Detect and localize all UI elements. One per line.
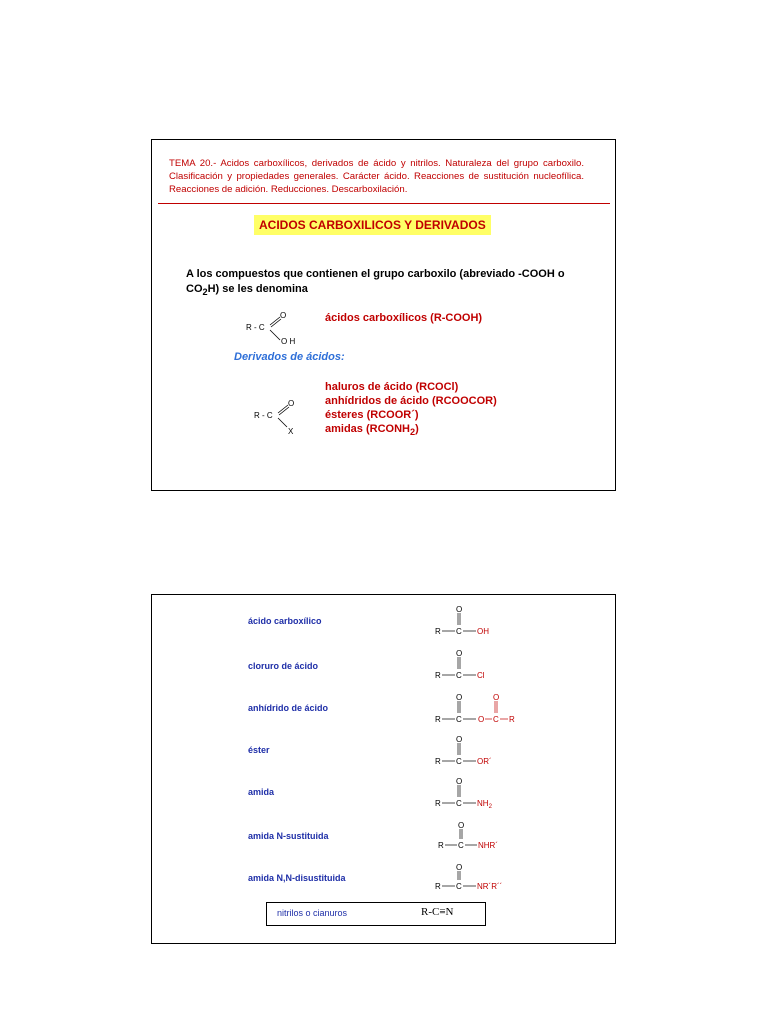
topic-header: TEMA 20.- Acidos carboxílicos, derivados de ácido y nitrilos. Naturaleza del grupo carboxilo. Clasificación y propiedades generales. Carácter ácido. Reacciones de sustitución nucleofílica. Reacciones de adición. Reducciones. Descarboxilación. bbox=[169, 158, 584, 195]
r-symbol: R bbox=[435, 799, 441, 808]
group-nh2 bbox=[477, 799, 493, 810]
c-symbol: C bbox=[456, 671, 462, 680]
nitrile-formula: R-C≡N bbox=[421, 906, 454, 918]
c-symbol: C bbox=[456, 882, 462, 891]
group-cl: Cl bbox=[477, 671, 485, 680]
amides-subscript: 2 bbox=[409, 427, 416, 438]
derivatives-list bbox=[325, 380, 497, 439]
carboxyl-r: R - C bbox=[246, 323, 265, 332]
struct-ester-drawing bbox=[432, 735, 522, 769]
carboxyl-oh: O H bbox=[281, 337, 296, 346]
intro-part2: H) se les denomina bbox=[207, 283, 308, 295]
label-carboxylic-acid: ácido carboxílico bbox=[248, 616, 322, 626]
single-bond-line bbox=[270, 330, 280, 340]
derivatives-title: Derivados de ácidos: bbox=[234, 351, 345, 363]
r-symbol: R bbox=[435, 757, 441, 766]
struct-nn-disubstituted-amide bbox=[432, 863, 532, 902]
struct-ester bbox=[432, 735, 522, 774]
label-ester: éster bbox=[248, 745, 270, 755]
struct-amide-drawing bbox=[432, 777, 522, 811]
derivative-structure-drawing bbox=[252, 396, 312, 436]
derivative-structure bbox=[252, 396, 312, 436]
struct-n-substituted-amide-drawing bbox=[432, 821, 522, 855]
amides-close: ) bbox=[415, 423, 419, 435]
derivative-x: X bbox=[288, 427, 294, 436]
group-nh2-subscript: 2 bbox=[488, 804, 492, 810]
deriv-single-bond-line bbox=[278, 418, 287, 427]
label-acid-chloride: cloruro de ácido bbox=[248, 661, 319, 671]
bridge-o-symbol: O bbox=[478, 715, 485, 724]
struct-carboxylic-acid bbox=[432, 605, 522, 644]
struct-acid-chloride-drawing bbox=[432, 649, 522, 683]
o-symbol: O bbox=[458, 821, 465, 830]
group-oh: OH bbox=[477, 627, 489, 636]
struct-amide bbox=[432, 777, 522, 816]
struct-acid-anhydride bbox=[432, 693, 542, 732]
c-symbol: C bbox=[456, 799, 462, 808]
carboxyl-structure bbox=[244, 308, 304, 348]
group-nrr: NR´R´´ bbox=[477, 882, 503, 891]
c-symbol: C bbox=[456, 715, 462, 724]
intro-subscript: 2 bbox=[202, 287, 208, 298]
carboxyl-o-top: O bbox=[280, 311, 287, 320]
struct-nn-disubstituted-amide-drawing bbox=[432, 863, 532, 897]
nitrile-label: nitrilos o cianuros bbox=[277, 908, 348, 918]
derivative-esters: ésteres (RCOOR´) bbox=[325, 409, 419, 421]
o-symbol: O bbox=[456, 863, 463, 872]
label-n-substituted-amide: amida N-sustituida bbox=[248, 831, 329, 841]
struct-acid-anhydride-drawing bbox=[432, 693, 542, 727]
amides-text: amidas (RCONH bbox=[325, 423, 410, 435]
nitrile-box bbox=[266, 902, 486, 926]
header-divider bbox=[158, 203, 610, 204]
derivative-anhydrides: anhídridos de ácido (RCOOCOR) bbox=[325, 395, 497, 407]
derivative-amides bbox=[325, 422, 497, 439]
label-amide: amida bbox=[248, 787, 275, 797]
c2-symbol: C bbox=[493, 715, 499, 724]
c-symbol: C bbox=[456, 757, 462, 766]
derivative-r: R - C bbox=[254, 411, 273, 420]
derivative-halides: haluros de ácido (RCOCl) bbox=[325, 381, 459, 393]
group-nhr: NHR´ bbox=[478, 841, 498, 850]
label-nn-disubstituted-amide: amida N,N-disustituida bbox=[248, 873, 346, 883]
section-title: ACIDOS CARBOXILICOS Y DERIVADOS bbox=[254, 215, 491, 235]
label-acid-anhydride: anhídrido de ácido bbox=[248, 703, 329, 713]
group-or: OR´ bbox=[477, 757, 492, 766]
struct-n-substituted-amide bbox=[432, 821, 522, 860]
r2-symbol: R bbox=[509, 715, 515, 724]
o2-symbol: O bbox=[493, 693, 500, 702]
r-symbol: R bbox=[435, 671, 441, 680]
c-symbol: C bbox=[456, 627, 462, 636]
r-symbol: R bbox=[435, 715, 441, 724]
intro-part1: A los compuestos que contienen el grupo carboxilo (abreviado -COOH o CO bbox=[186, 268, 565, 295]
group-nh: NH bbox=[477, 799, 489, 808]
carboxyl-structure-drawing bbox=[244, 308, 304, 348]
struct-acid-chloride bbox=[432, 649, 522, 688]
acid-label: ácidos carboxílicos (R-COOH) bbox=[325, 312, 483, 324]
o-symbol: O bbox=[456, 693, 463, 702]
o-symbol: O bbox=[456, 605, 463, 614]
r-symbol: R bbox=[438, 841, 444, 850]
r-symbol: R bbox=[435, 882, 441, 891]
o-symbol: O bbox=[456, 649, 463, 658]
struct-carboxylic-acid-drawing bbox=[432, 605, 522, 639]
o-symbol: O bbox=[456, 777, 463, 786]
o-symbol: O bbox=[456, 735, 463, 744]
r-symbol: R bbox=[435, 627, 441, 636]
slide-carboxylic-acids bbox=[151, 139, 616, 491]
intro-text bbox=[186, 267, 586, 300]
derivative-o: O bbox=[288, 399, 295, 408]
c-symbol: C bbox=[458, 841, 464, 850]
slide-derivative-structures bbox=[151, 594, 616, 944]
